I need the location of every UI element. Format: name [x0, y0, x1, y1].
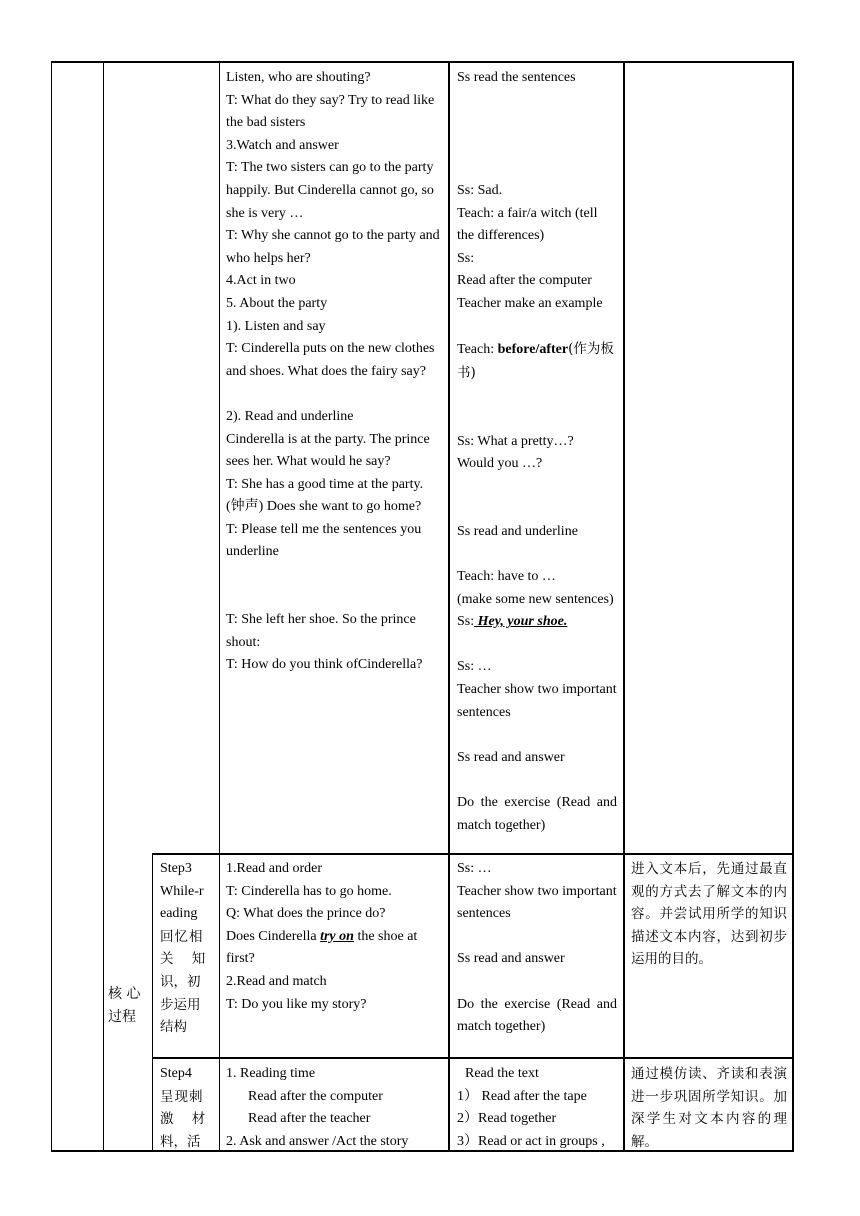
student-line: Read after the computer	[457, 273, 592, 289]
student-line: Teacher make an example	[457, 295, 603, 311]
step4-label	[160, 1063, 213, 1153]
teacher-line: T: Please tell me the sentences you underline	[226, 521, 422, 560]
step-line: 料，活	[160, 1133, 201, 1150]
student-line: Ss read the sentences	[457, 70, 576, 85]
table-border	[103, 61, 104, 1151]
teacher-line: T: Do you like my story?	[226, 996, 367, 1012]
step-line: 步运用	[160, 996, 201, 1013]
teacher-line: T: Cinderella has to go home.	[226, 883, 392, 899]
text-span: Ss:	[457, 614, 475, 630]
student-line: Read the text	[465, 1066, 539, 1081]
teacher-line: 4.Act in two	[226, 273, 296, 289]
table-border	[219, 61, 220, 1151]
step4-purpose	[631, 1063, 787, 1153]
teacher-line: Read after the teacher	[248, 1111, 371, 1127]
step-line: 回忆相	[160, 928, 204, 945]
text-span: Does Cinderella	[226, 928, 321, 944]
table-border	[152, 853, 794, 855]
step3-label	[160, 858, 213, 1039]
student-line: Teacher show two important sentences	[457, 883, 617, 922]
teacher-line: T: Cinderella puts on the new clothes and shoes. What does the fairy say?	[226, 341, 435, 379]
step-line: 结构	[160, 1019, 187, 1036]
teacher-line: 2). Read and underline	[226, 408, 354, 424]
table-border	[448, 61, 450, 1151]
student-line: Ss: Sad.	[457, 182, 503, 198]
table-border	[51, 61, 52, 1151]
step-line: Step4	[160, 1066, 192, 1081]
teacher-activities-block1	[226, 67, 441, 677]
table-border	[792, 61, 794, 1151]
core-process-label	[108, 983, 148, 1028]
bold-italic-text: Hey, your shoe.	[474, 614, 568, 630]
teacher-line: T: How do you think ofCinderella?	[226, 657, 423, 673]
step4-student-activities	[457, 1063, 620, 1153]
purpose-text: 通过模仿读、齐读和表演进一步巩固所学知识。加深学生对文本内容的理解。	[631, 1066, 787, 1150]
section-label: 核 心 过程	[108, 986, 141, 1025]
student-line: Would you …?	[457, 456, 543, 472]
student-line: 1） Read after the tape	[457, 1088, 587, 1104]
teacher-line: Read after the computer	[248, 1088, 383, 1104]
teacher-line: T: What do they say? Try to read like the bad sisters	[226, 92, 435, 131]
table-border	[152, 1057, 794, 1059]
table-border	[51, 61, 794, 63]
bold-italic-text: try on	[320, 928, 354, 944]
student-line: Ss read and answer	[457, 749, 565, 765]
teacher-line: 5. About the party	[226, 295, 328, 311]
step-line: 识，初	[160, 973, 201, 990]
teacher-line: 2. Ask and answer /Act the story	[226, 1133, 409, 1149]
teacher-line: 1.Read and order	[226, 861, 323, 876]
student-line: Ss: …	[457, 861, 492, 876]
student-line	[457, 338, 617, 385]
step-line: eading	[160, 906, 198, 922]
table-border	[152, 853, 153, 1151]
student-line: Do the exercise (Read and match together)	[457, 795, 617, 833]
teacher-line: T: Why she cannot go to the party and who helps her?	[226, 228, 440, 266]
bold-text: before/after	[497, 342, 569, 358]
student-line: Ss: …	[457, 659, 492, 675]
student-line: Ss read and underline	[457, 523, 578, 539]
student-line: Teach: a fair/a witch (tell the differences)	[457, 205, 598, 244]
step-line: 呈现刺	[160, 1088, 204, 1105]
table-border	[623, 61, 625, 1151]
student-line: Teach: have to …	[457, 569, 556, 585]
teacher-line: T: She has a good time at the party. (钟声) Does she want to go home?	[226, 476, 424, 515]
step3-student-activities	[457, 858, 617, 1039]
step-line: Step3	[160, 861, 192, 876]
text-span: (作为板书)	[457, 341, 614, 381]
student-line: Do the exercise (Read and match together)	[457, 996, 617, 1035]
step4-teacher-activities	[226, 1063, 441, 1153]
student-line: Ss:	[457, 250, 475, 266]
step-line: 关 知	[160, 951, 206, 968]
step-line: 激 材	[160, 1111, 206, 1128]
teacher-line: Cinderella is at the party. The prince sees her. What would he say?	[226, 431, 430, 470]
step3-purpose	[631, 858, 787, 971]
teacher-line: T: The two sisters can go to the party happily. But Cinderella cannot go, so she is very …	[226, 160, 434, 221]
student-line: 3）Read or act in groups ,	[457, 1133, 605, 1149]
student-line: Teacher show two important sentences	[457, 682, 617, 720]
student-line: 2）Read together	[457, 1111, 557, 1127]
teacher-line: Listen, who are shouting?	[226, 70, 371, 85]
student-activities-block1	[457, 67, 617, 837]
student-line: (make some new sentences)	[457, 591, 614, 607]
teacher-line: Q: What does the prince do?	[226, 906, 386, 922]
teacher-line: 1. Reading time	[226, 1066, 316, 1081]
student-line: Ss read and answer	[457, 951, 565, 967]
teacher-line	[226, 926, 441, 971]
purpose-text: 进入文本后，先通过最直观的方式去了解文本的内容。并尝试用所学的知识描述文本内容，达到初步运用的目的。	[631, 861, 787, 968]
text-span: Teach:	[457, 342, 498, 358]
teacher-line: T: She left her shoe. So the prince shout:	[226, 612, 416, 650]
student-line: Ss: What a pretty…?	[457, 433, 574, 449]
step-line: While-r	[160, 883, 204, 899]
teacher-line: 3.Watch and answer	[226, 137, 339, 153]
student-line	[457, 611, 617, 634]
teacher-line: 2.Read and match	[226, 973, 327, 989]
step3-teacher-activities	[226, 858, 441, 1016]
text-span: the shoe at first?	[226, 928, 418, 967]
teacher-line: 1). Listen and say	[226, 318, 326, 334]
